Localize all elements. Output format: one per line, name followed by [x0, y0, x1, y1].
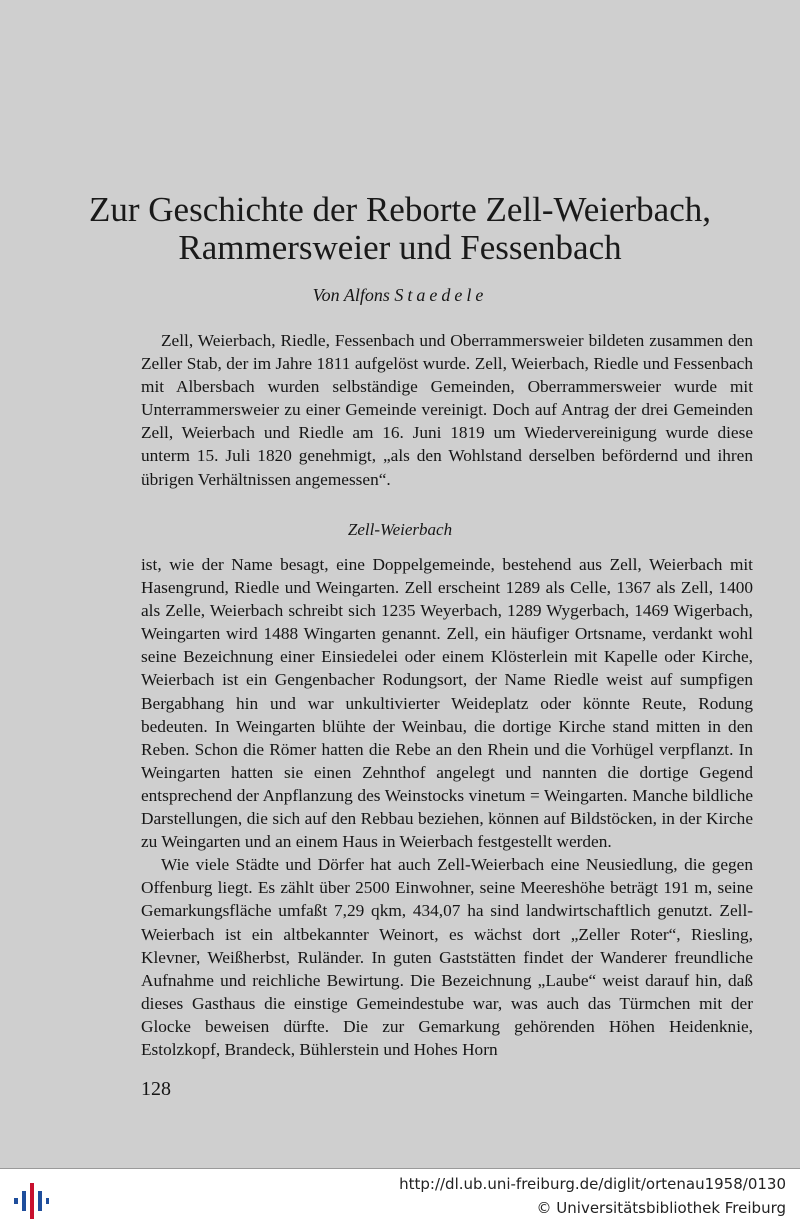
intro-text-block: [141, 329, 753, 491]
section-heading: Zell-Weierbach: [347, 520, 453, 539]
page-number: 128: [141, 1078, 171, 1100]
author-name: Staedele: [394, 285, 488, 305]
byline-prefix: Von Alfons: [312, 285, 390, 305]
section-paragraph-2: Wie viele Städte und Dörfer hat auch Zell-Weierbach eine Neusiedlung, die gegen Offenburg liegt. Es zählt über 2500 Einwohner, seine Meereshöhe beträgt 191 m, seine Gemarkungsfläche umfaßt 7,29 qkm, 434,07 ha sind landwirtschaftlich genutzt. Zell-Weierbach ist ein altbekannter Weinort, es wächst dort „Zeller Roter“, Riesling, Klevner, Weißherbst, Ruländer. In guten Gaststätten findet der Wanderer freundliche Aufnahme und reichliche Bewirtung. Die Bezeichnung „Laube“ weist darauf hin, daß dieses Gasthaus die einstige Gemeindestube war, was auch das Türmchen mit der Glocke beweisen dürfte. Die zur Gemarkung gehörenden Höhen Heidenknie, Estolzkopf, Brandeck, Bühlerstein und Hohes Horn: [141, 855, 753, 1059]
author-byline: [0, 285, 800, 306]
section-paragraph-1: ist, wie der Name besagt, eine Doppelgemeinde, bestehend aus Zell, Weierbach mit Hasengrund, Riedle und Weingarten. Zell erscheint 1289 als Celle, 1367 als Zell, 1400 als Zelle, Weierbach schreibt sich 1235 Weyerbach, 1289 Wygerbach, 1469 Wigerbach, Weingarten wird 1488 Wingarten genannt. Zell, ein häufiger Ortsname, verdankt wohl seine Bezeichnung einer Einsiedelei oder einem Klösterlein mit Kapelle oder Kirche, Weierbach ist ein Gengenbacher Rodungsort, der Name Riedle weist auf sumpfigen Bergabhang hin und war unkultivierter Weideplatz oder könnte Reute, Rodung bedeuten. In Weingarten blühte der Weinbau, die dortige Kirche stand mitten in den Reben. Schon die Römer hatten die Rebe an den Rhein und die Vorhügel verpflanzt. In Weingarten hatten sie einen Zehnthof angelegt und nannten die dortige Gegend entsprechend der Anpflanzung des Weinstocks vinetum = Weingarten. Manche bildliche Darstellungen, die sich auf den Rebbau beziehen, können auf Bildstöcken, in der Kirche zu Weingarten und an einem Haus in Weierbach festgestellt werden.: [141, 555, 753, 852]
university-library-logo-icon: [10, 1181, 50, 1221]
article-title-line-2: Rammersweier und Fessenbach: [178, 228, 622, 267]
intro-paragraph: Zell, Weierbach, Riedle, Fessenbach und Oberrammersweier bildeten zusammen den Zeller Stab, der im Jahre 1811 aufgelöst wurde. Zell, Weierbach, Riedle und Fessenbach mit Albersbach wurden selbständige Gemeinden, Oberrammersweier wurde mit Unterrammersweier zu einer Gemeinde vereinigt. Doch auf Antrag der drei Gemeinden Zell, Weierbach und Riedle am 16. Juni 1819 um Wiedervereinigung wurde diese unterm 15. Juli 1820 genehmigt, „als den Wohlstand derselben befördernd und ihren übrigen Verhältnissen angemessen“.: [141, 331, 753, 489]
article-title-line-1: Zur Geschichte der Reborte Zell-Weierbach,: [88, 190, 712, 229]
viewer-footer: [0, 1168, 800, 1227]
permalink-url[interactable]: http://dl.ub.uni-freiburg.de/diglit/ortenau1958/0130: [399, 1175, 786, 1193]
copyright-notice: © Universitätsbibliothek Freiburg: [536, 1199, 786, 1217]
section-text-block: [141, 553, 753, 1061]
